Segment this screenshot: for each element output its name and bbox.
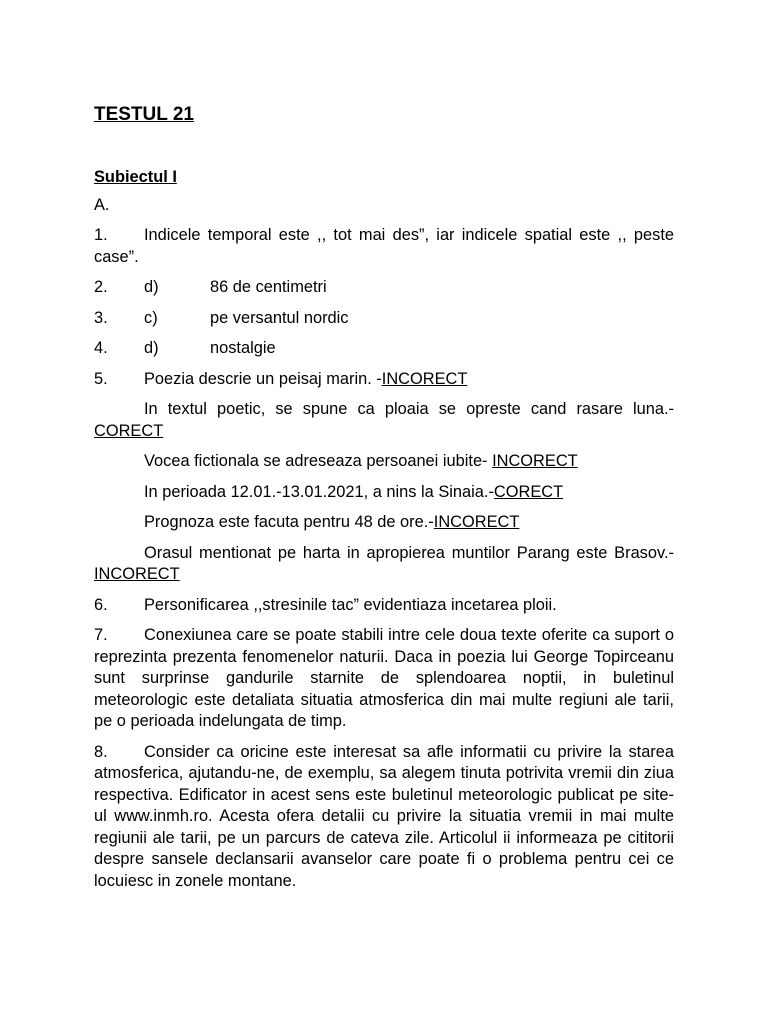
answer-item-5 <box>94 369 674 391</box>
item-number: 3. <box>94 308 108 327</box>
answer-text: Consider ca oricine este interesat sa afle informatii cu privire la starea atmosferica, ajutandu-ne, de exemplu, sa alegem tinuta potrivita vremii din ziua respectiva. Edificator in acest sens este buletinul meteorologic publicat pe site-ul www.inmh.ro. Acesta ofera detalii cu privire la situatia vremii in mai multe regiunii ale tarii, pe un parcurs de cateva zile. Articolul ii informeaza pe cititorii despre sansele declansarii avanselor care poate fi o problema pentru cei ce locuiesc in zonele montane. <box>94 742 674 890</box>
answer-item-4 <box>94 338 674 360</box>
answer-item-3 <box>94 308 674 330</box>
statement-line <box>94 543 674 586</box>
answer-text: Conexiunea care se poate stabili intre cele doua texte oferite ca suport o reprezinta prezenta fenomenelor naturii. Daca in poezia lui George Topirceanu sunt surprinse gandurile starnite de splendoarea noptii, in buletinul meteorologic este detaliata situatia atmosferica din mai multe regiuni ale tarii, pe o perioada indelungata de timp. <box>94 626 674 730</box>
statement-text: Prognoza este facuta pentru 48 de ore.- <box>144 513 434 531</box>
answer-text: Indicele temporal este ,, tot mai des”, iar indicele spatial este ,, peste case”. <box>94 226 674 266</box>
answer-option: d) <box>144 339 159 357</box>
statement-verdict: INCORECT <box>94 565 180 583</box>
answer-item-2 <box>94 277 674 299</box>
statement-line <box>94 482 674 504</box>
statement-text: In perioada 12.01.-13.01.2021, a nins la Sinaia.- <box>144 482 494 501</box>
statement-line <box>94 399 674 442</box>
statement-line <box>94 451 674 473</box>
item-number: 1. <box>94 226 108 244</box>
document-title: TESTUL 21 <box>94 104 194 125</box>
statement-verdict: INCORECT <box>433 513 520 531</box>
section-subtitle: Subiectul I <box>94 168 177 186</box>
answer-text: nostalgie <box>210 339 276 357</box>
answer-item-1 <box>94 225 674 268</box>
answer-item-7 <box>94 625 674 733</box>
item-number: 2. <box>94 278 108 296</box>
item-number: 6. <box>94 595 108 614</box>
statement-verdict: INCORECT <box>381 369 468 388</box>
item-number: 7. <box>94 626 108 644</box>
answer-option: d) <box>144 278 159 296</box>
answer-text: Personificarea ,,stresinile tac” evidentiaza incetarea ploii. <box>144 595 557 614</box>
item-number: 8. <box>94 742 108 761</box>
statement-text: Vocea fictionala se adreseaza persoanei iubite- <box>144 452 493 470</box>
statement-verdict: CORECT <box>94 421 164 440</box>
document-body <box>94 167 674 901</box>
statement-line <box>94 512 674 534</box>
answer-item-8 <box>94 742 674 893</box>
answer-option: c) <box>144 308 158 327</box>
answer-item-6 <box>94 595 674 617</box>
statement-text: Orasul mentionat pe harta in apropierea muntilor Parang este Brasov.- <box>144 543 674 562</box>
item-number: 4. <box>94 339 108 357</box>
section-a-label: A. <box>94 195 110 214</box>
item-number: 5. <box>94 369 108 388</box>
answer-text: 86 de centimetri <box>210 278 327 296</box>
statement-verdict: CORECT <box>493 482 564 501</box>
statement-text: Poezia descrie un peisaj marin. - <box>144 369 382 388</box>
statement-verdict: INCORECT <box>492 452 578 470</box>
statement-text: In textul poetic, se spune ca ploaia se opreste cand rasare luna.- <box>144 400 674 418</box>
answer-text: pe versantul nordic <box>210 308 349 327</box>
